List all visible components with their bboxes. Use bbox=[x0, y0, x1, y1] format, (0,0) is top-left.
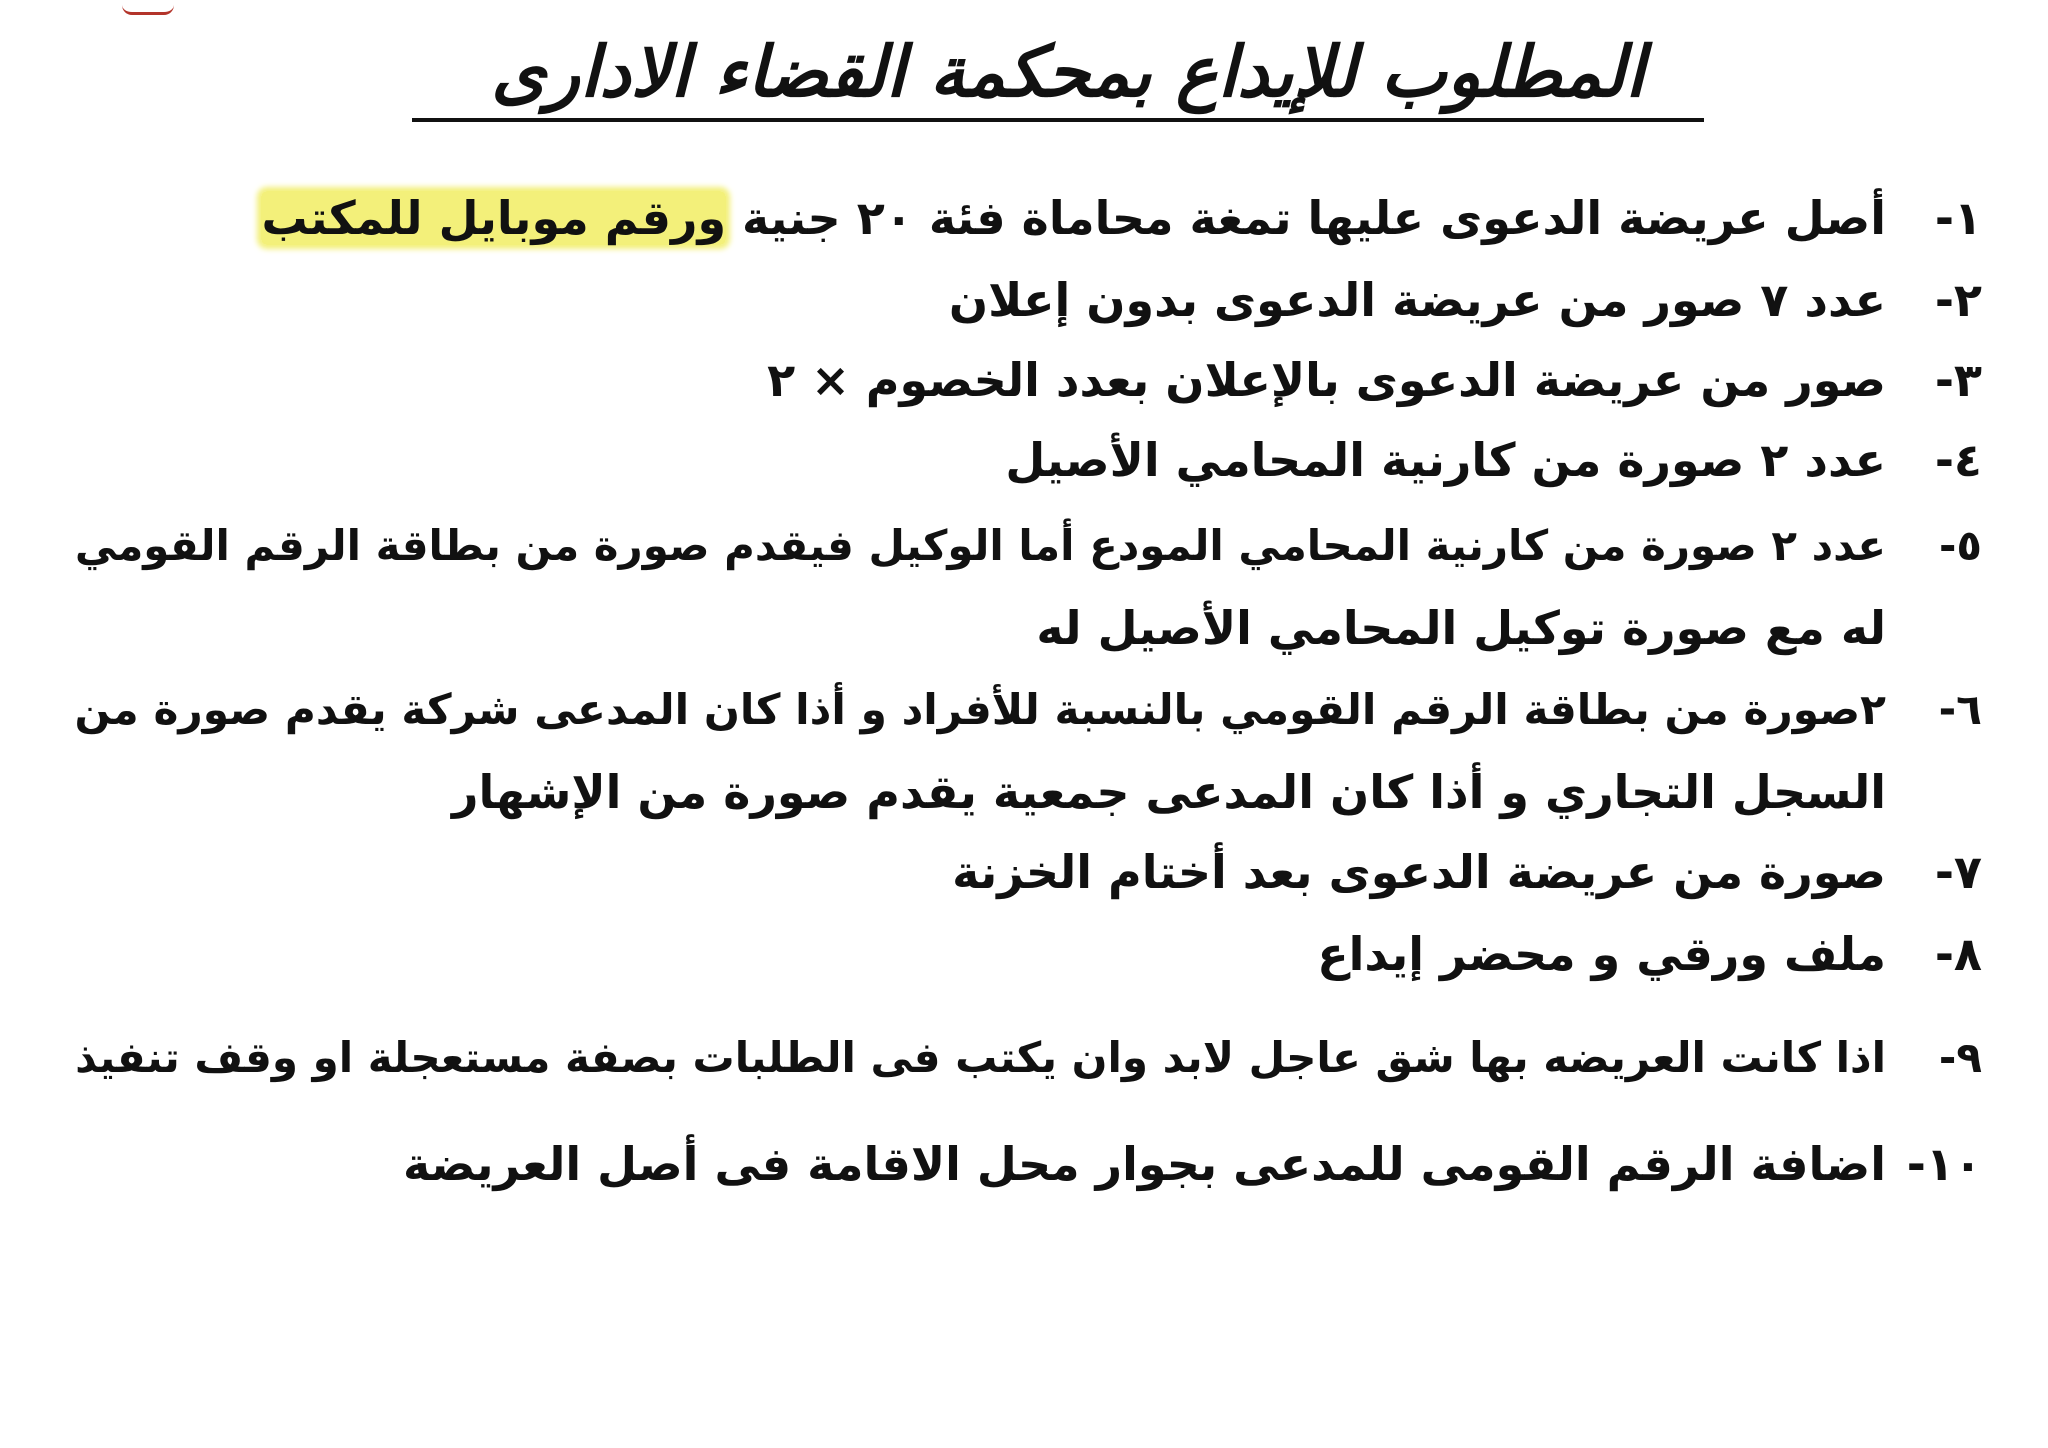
item-number: ٤- bbox=[1934, 433, 1982, 487]
list-item-7 bbox=[952, 832, 1982, 912]
list-item-5 bbox=[75, 506, 1982, 586]
item-number: ٢- bbox=[1934, 273, 1982, 327]
list-item-3 bbox=[767, 340, 1982, 420]
item-number: ٥- bbox=[1938, 521, 1982, 570]
list-item-5-continuation: له مع صورة توكيل المحامي الأصيل له bbox=[1036, 601, 1886, 655]
list-item-8 bbox=[1317, 914, 1982, 994]
corner-pen-mark bbox=[122, 0, 174, 15]
item-text: اضافة الرقم القومى للمدعى بجوار محل الاقامة فى أصل العريضة bbox=[403, 1137, 1886, 1191]
item-number: ٨- bbox=[1934, 927, 1982, 981]
item-text: صورة من عريضة الدعوى بعد أختام الخزنة bbox=[952, 845, 1886, 899]
item-number: ٦- bbox=[1938, 685, 1982, 734]
item-text: اذا كانت العريضه بها شق عاجل لابد وان يكتب فى الطلبات بصفة مستعجلة او وقف تنفيذ bbox=[75, 1033, 1886, 1082]
list-item-9 bbox=[75, 1018, 1982, 1098]
item-number: ٣- bbox=[1934, 353, 1982, 407]
item-number: ١- bbox=[1934, 191, 1982, 245]
item-text: ٢صورة من بطاقة الرقم القومي بالنسبة للأفراد و أذا كان المدعى شركة يقدم صورة من bbox=[74, 685, 1886, 734]
list-item-10 bbox=[403, 1124, 1982, 1204]
page-title: المطلوب للإيداع بمحكمة القضاء الادارى bbox=[491, 31, 1645, 113]
item-number: ٩- bbox=[1938, 1033, 1982, 1082]
highlighted-text: ورقم موبايل للمكتب bbox=[261, 191, 727, 245]
list-item-6 bbox=[74, 670, 1982, 750]
item-text: عدد ٢ صورة من كارنية المحامي المودع أما الوكيل فيقدم صورة من بطاقة الرقم القومي bbox=[74, 521, 1886, 570]
list-item-2 bbox=[949, 260, 1982, 340]
list-item-1 bbox=[261, 178, 1982, 258]
item-text: ملف ورقي و محضر إيداع bbox=[1317, 927, 1886, 981]
list-item-4 bbox=[1005, 420, 1982, 500]
item-number: ٧- bbox=[1934, 845, 1982, 899]
item-text: عدد ٧ صور من عريضة الدعوى بدون إعلان bbox=[948, 273, 1886, 327]
item-number: ١٠- bbox=[1906, 1137, 1982, 1191]
item-text: عدد ٢ صورة من كارنية المحامي الأصيل bbox=[1005, 433, 1886, 487]
item-text: صور من عريضة الدعوى بالإعلان بعدد الخصوم × ٢ bbox=[767, 353, 1886, 407]
list-item-6-continuation: السجل التجاري و أذا كان المدعى جمعية يقدم صورة من الإشهار bbox=[452, 765, 1886, 819]
title-underline bbox=[412, 118, 1704, 122]
item-text: أصل عريضة الدعوى عليها تمغة محاماة فئة ٢٠ جنية ورقم موبايل للمكتب bbox=[261, 191, 1886, 245]
